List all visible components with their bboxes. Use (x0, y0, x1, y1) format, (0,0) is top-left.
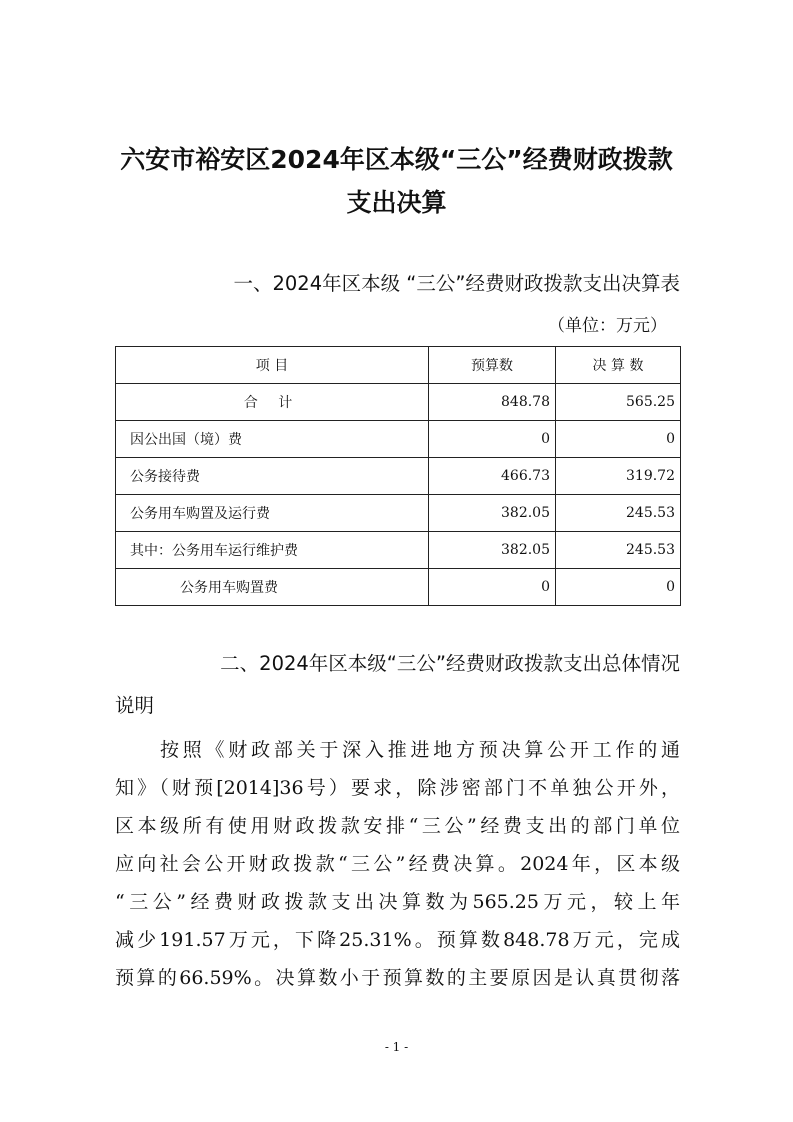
paragraph-line: “三公”经费财政拨款支出决算数为565.25万元，较上年 (115, 891, 680, 913)
row-budget: 466.73 (429, 458, 556, 495)
table-row (116, 421, 681, 458)
section2-heading-line2: 说明 (115, 694, 155, 717)
row-final: 245.53 (556, 495, 681, 532)
budget-table (115, 346, 681, 606)
row-label: 合 计 (116, 384, 429, 421)
section1-heading: 一、2024年区本级 “三公”经费财政拨款支出决算表 (233, 272, 680, 295)
row-budget: 848.78 (429, 384, 556, 421)
row-label: 公务用车购置及运行费 (116, 495, 429, 532)
row-label: 因公出国（境）费 (116, 421, 429, 458)
table-row (116, 532, 681, 569)
document-title-line1: 六安市裕安区2024年区本级“三公”经费财政拨款 (120, 145, 673, 174)
row-final: 0 (556, 421, 681, 458)
paragraph-line: 按照《财政部关于深入推进地方预决算公开工作的通 (160, 739, 680, 761)
row-budget: 382.05 (429, 495, 556, 532)
row-label: 公务接待费 (116, 458, 429, 495)
section2-heading-line1: 二、2024年区本级“三公”经费财政拨款支出总体情况 (220, 652, 680, 675)
row-final: 565.25 (556, 384, 681, 421)
table-header-row (116, 347, 681, 384)
header-final: 决 算 数 (556, 347, 681, 384)
table-row (116, 495, 681, 532)
header-budget: 预算数 (429, 347, 556, 384)
table-row (116, 384, 681, 421)
row-label: 其中：公务用车运行维护费 (116, 532, 429, 569)
row-budget: 0 (429, 569, 556, 606)
header-item: 项 目 (116, 347, 429, 384)
unit-label: （单位：万元） (548, 316, 667, 336)
row-budget: 0 (429, 421, 556, 458)
table-row (116, 569, 681, 606)
paragraph-line: 区本级所有使用财政拨款安排“三公”经费支出的部门单位 (115, 815, 680, 837)
paragraph-line: 减少191.57万元，下降25.31%。预算数848.78万元，完成 (115, 929, 680, 951)
page-number: - 1 - (384, 1040, 409, 1054)
row-final: 245.53 (556, 532, 681, 569)
row-budget: 382.05 (429, 532, 556, 569)
row-final: 0 (556, 569, 681, 606)
row-label: 公务用车购置费 (116, 569, 429, 606)
table-row (116, 458, 681, 495)
paragraph-line: 应向社会公开财政拨款“三公”经费决算。2024年，区本级 (115, 853, 680, 875)
paragraph-line: 知》（财预[2014]36号）要求，除涉密部门不单独公开外， (115, 777, 680, 799)
row-final: 319.72 (556, 458, 681, 495)
document-title-line2: 支出决算 (346, 188, 447, 217)
paragraph-line: 预算的66.59%。决算数小于预算数的主要原因是认真贯彻落 (115, 967, 680, 989)
